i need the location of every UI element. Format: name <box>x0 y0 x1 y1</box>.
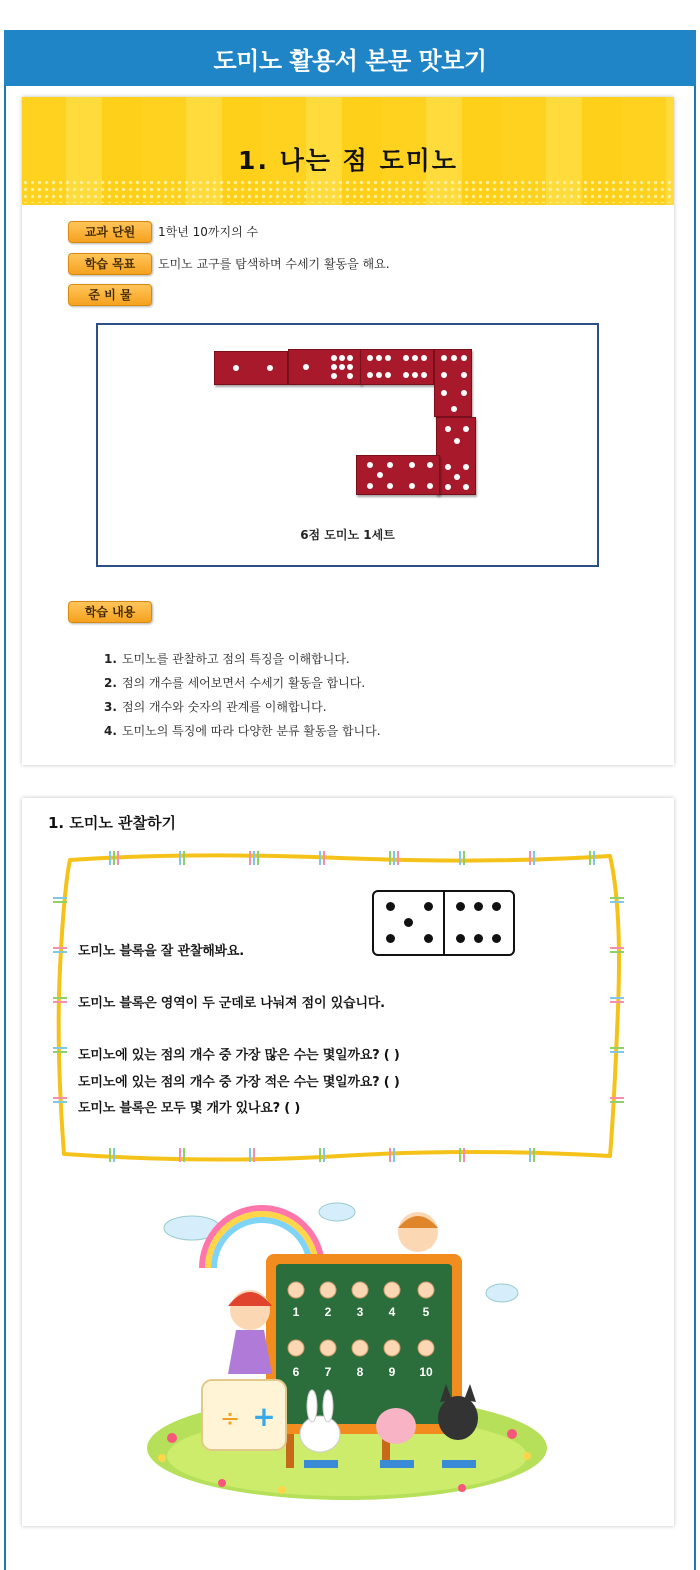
question-1: 도미노에 있는 점의 개수 중 가장 많은 수는 몇일까요? ( ) <box>78 1048 400 1063</box>
board-number: 9 <box>388 1365 396 1379</box>
domino-tile <box>436 417 476 495</box>
activity-text: 도미노 블록은 영역이 두 군데로 나눠져 점이 있습니다. <box>78 996 385 1011</box>
photo-caption: 6점 도미노 1세트 <box>300 528 395 542</box>
domino-tile <box>356 455 440 495</box>
domino-tile <box>288 349 362 385</box>
svg-text:+: + <box>252 1400 276 1433</box>
lesson-card <box>22 97 674 765</box>
page-title: 도미노 활용서 본문 맛보기 <box>213 47 487 75</box>
domino-tile <box>214 351 288 385</box>
board-number: 5 <box>422 1305 430 1319</box>
domino-tile <box>434 349 472 417</box>
domino-photo <box>96 323 599 567</box>
activity-card <box>22 798 674 1526</box>
board-number: 2 <box>324 1305 332 1319</box>
list-item: 2. 점의 개수를 세어보면서 수세기 활동을 합니다. <box>104 676 366 690</box>
unit-text: 1학년 10까지의 수 <box>158 225 259 239</box>
question-3: 도미노 블록은 모두 몇 개가 있나요? ( ) <box>78 1101 301 1116</box>
board-number: 1 <box>292 1305 300 1319</box>
board-number: 3 <box>356 1305 364 1319</box>
board-number: 6 <box>292 1365 300 1379</box>
domino-illustration <box>372 890 515 956</box>
learning-content-list <box>104 649 381 745</box>
list-item: 1. 도미노를 관찰하고 점의 특징을 이해합니다. <box>104 652 350 666</box>
question-2: 도미노에 있는 점의 개수 중 가장 적은 수는 몇일까요? ( ) <box>78 1075 400 1090</box>
list-item: 4. 도미노의 특징에 따라 다양한 분류 활동을 합니다. <box>104 724 381 738</box>
activity-section-title: 1. 도미노 관찰하기 <box>48 814 177 832</box>
board-number: 8 <box>356 1365 364 1379</box>
banner-dot-pattern <box>22 179 674 203</box>
board-number: 7 <box>324 1365 332 1379</box>
materials-tag: 준 비 물 <box>68 284 152 306</box>
svg-text:÷: ÷ <box>219 1404 241 1432</box>
activity-text: 도미노 블록을 잘 관찰해봐요. <box>78 944 245 959</box>
board-number: 4 <box>388 1305 396 1319</box>
board-number: 10 <box>419 1365 433 1379</box>
goal-text: 도미노 교구를 탐색하며 수세기 활동을 해요. <box>158 257 390 271</box>
classroom-illustration <box>132 1198 552 1508</box>
lesson-title: 1. 나는 점 도미노 <box>238 146 458 175</box>
list-item: 3. 점의 개수와 숫자의 관계를 이해합니다. <box>104 700 327 714</box>
goal-tag: 학습 목표 <box>68 253 152 275</box>
unit-tag: 교과 단원 <box>68 221 152 243</box>
domino-tile <box>360 349 434 385</box>
content-tag: 학습 내용 <box>68 601 152 623</box>
